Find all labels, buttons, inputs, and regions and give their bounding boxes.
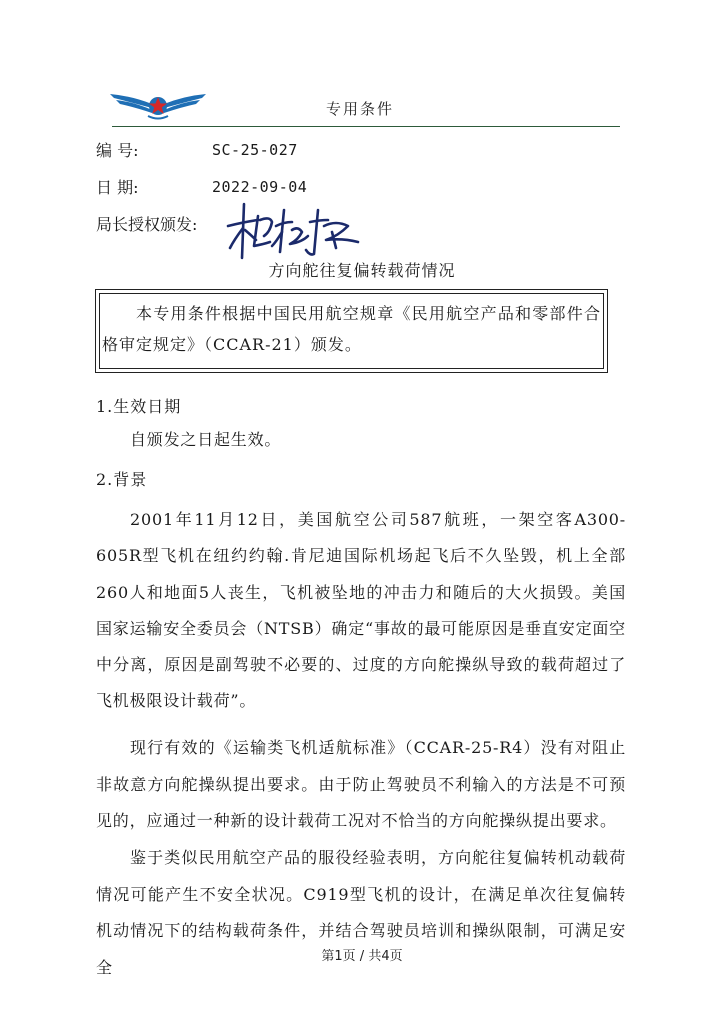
doc-date-row [96, 175, 307, 198]
paragraph-background-3: 鉴于类似民用航空产品的服役经验表明，方向舵往复偏转机动载荷情况可能产生不安全状况。C919型飞机的设计，在满足单次往复偏转机动情况下的结构载荷条件，并结合驾驶员培训和操纵限制，可满足安全 [96, 848, 626, 977]
doc-number-value: SC-25-027 [212, 140, 298, 159]
header-divider [112, 126, 620, 127]
doc-number-label-b: 号: [117, 141, 139, 160]
page-footer: 第1页 / 共4页 [321, 949, 403, 964]
doc-date-value: 2022-09-04 [212, 177, 308, 196]
authorization-row [96, 212, 197, 235]
doc-date-label [96, 175, 184, 198]
section-heading-background: 2.背景 [96, 470, 148, 489]
paragraph-background-1: 2001年11月12日，美国航空公司587航班，一架空客A300-605R型飞机在纽约约翰.肯尼迪国际机场起飞后不久坠毁，机上全部260人和地面5人丧生，飞机被坠地的冲击力和随后的大火损毁。美国国家运输安全委员会（NTSB）确定“事故的最可能原因是垂直安定面空中分离，原因是副驾驶不必要的、过度的方向舵操纵导致的载荷超过了飞机极限设计载荷”。 [96, 510, 626, 711]
doc-date-label-b: 期: [117, 178, 139, 197]
section-heading-effective-date: 1.生效日期 [96, 397, 182, 416]
document-title: 方向舵往复偏转载荷情况 [268, 261, 456, 280]
doc-number-label-a: 编 [96, 141, 113, 160]
caac-wings-logo-icon [108, 86, 208, 122]
issuance-notice-box [95, 289, 608, 373]
doc-date-label-a: 日 [96, 178, 113, 197]
header-title: 专用条件 [326, 100, 395, 118]
authorization-label: 局长授权颁发: [96, 215, 198, 234]
paragraph-background-2: 现行有效的《运输类飞机适航标准》（CCAR-25-R4）没有对阻止非故意方向舵操纵提出要求。由于防止驾驶员不利输入的方法是不可预见的，应通过一种新的设计载荷工况对不恰当的方向舵操纵提出要求。 [96, 738, 626, 830]
notice-text: 本专用条件根据中国民用航空规章《民用航空产品和零部件合格审定规定》（CCAR-21）颁发。 [102, 304, 601, 354]
director-signature-icon [224, 196, 364, 266]
doc-number-row [96, 138, 298, 161]
paragraph-effective-date: 自颁发之日起生效。 [130, 430, 282, 449]
doc-number-label [96, 138, 184, 161]
